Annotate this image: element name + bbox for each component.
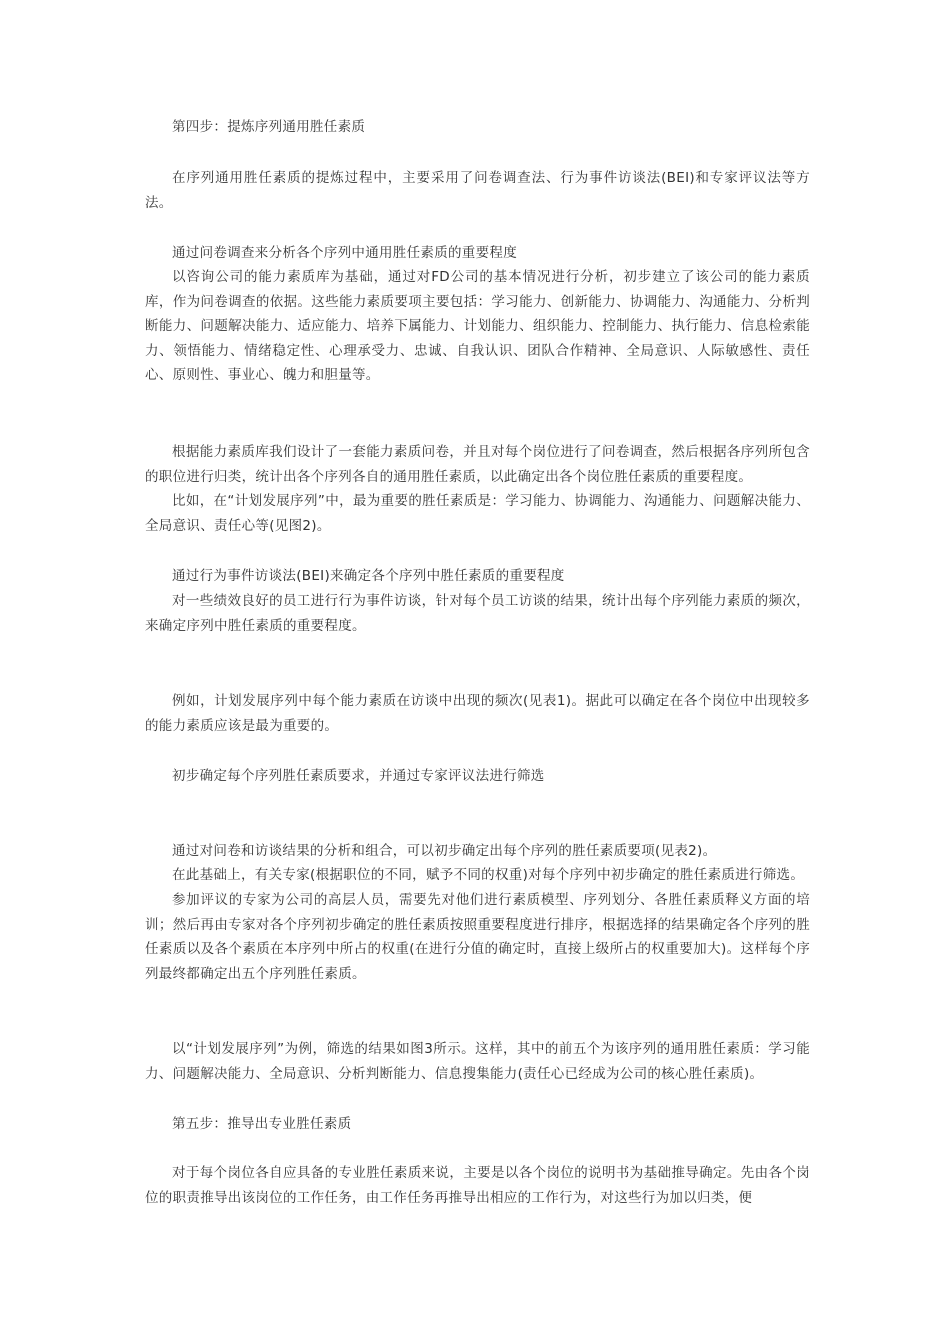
survey-example-paragraph: 比如，在“计划发展序列”中，最为重要的胜任素质是：学习能力、协调能力、沟通能力、问题解决能力、全局意识、责任心等(见图2)。 — [145, 493, 810, 534]
bei-heading: 通过行为事件访谈法(BEI)来确定各个序列中胜任素质的重要程度 — [172, 568, 565, 584]
survey-method-paragraph: 根据能力素质库我们设计了一套能力素质问卷，并且对每个岗位进行了问卷调查，然后根据各序列所包含的职位进行归类，统计出各个序列各自的通用胜任素质，以此确定出各个岗位胜任素质的重要程度。 — [145, 444, 810, 485]
step4-intro-paragraph: 在序列通用胜任素质的提炼过程中，主要采用了问卷调查法、行为事件访谈法(BEI)和专家评议法等方法。 — [145, 170, 810, 211]
step4-heading: 第四步：提炼序列通用胜任素质 — [172, 119, 366, 135]
bei-method-paragraph: 对一些绩效良好的员工进行行为事件访谈，针对每个员工访谈的结果，统计出每个序列能力素质的频次，来确定序列中胜任素质的重要程度。 — [145, 593, 810, 634]
step5-heading: 第五步：推导出专业胜任素质 — [172, 1116, 352, 1132]
bei-example-paragraph: 例如，计划发展序列中每个能力素质在访谈中出现的频次(见表1)。据此可以确定在各个岗位中出现较多的能力素质应该是最为重要的。 — [145, 693, 810, 734]
step5-intro-paragraph: 对于每个岗位各自应具备的专业胜任素质来说，主要是以各个岗位的说明书为基础推导确定。先由各个岗位的职责推导出该岗位的工作任务，由工作任务再推导出相应的工作行为，对这些行为加以归类，便 — [145, 1165, 810, 1206]
expert-heading: 初步确定每个序列胜任素质要求，并通过专家评议法进行筛选 — [172, 768, 545, 784]
survey-basis-paragraph: 以咨询公司的能力素质库为基础，通过对FD公司的基本情况进行分析，初步建立了该公司的能力素质库，作为问卷调查的依据。这些能力素质要项主要包括：学习能力、创新能力、协调能力、沟通能力、分析判断能力、问题解决能力、适应能力、培养下属能力、计划能力、组织能力、控制能力、执行能力、信息检索能力、领悟能力、情绪稳定性、心理承受力、忠诚、自我认识、团队合作精神、全局意识、人际敏感性、责任心、原则性、事业心、魄力和胆量等。 — [145, 269, 810, 383]
expert-process-paragraph: 参加评议的专家为公司的高层人员，需要先对他们进行素质模型、序列划分、各胜任素质释义方面的培训；然后再由专家对各个序列初步确定的胜任素质按照重要程度进行排序，根据选择的结果确定各个序列的胜任素质以及各个素质在本序列中所占的权重(在进行分值的确定时，直接上级所占的权重要加大)。这样每个序列最终都确定出五个序列胜任素质。 — [145, 892, 810, 982]
expert-example-paragraph: 以“计划发展序列”为例，筛选的结果如图3所示。这样，其中的前五个为该序列的通用胜任素质：学习能力、问题解决能力、全局意识、分析判断能力、信息搜集能力(责任心已经成为公司的核心胜任素质)。 — [145, 1041, 810, 1082]
survey-heading: 通过问卷调查来分析各个序列中通用胜任素质的重要程度 — [172, 245, 517, 261]
expert-initial-paragraph: 通过对问卷和访谈结果的分析和组合，可以初步确定出每个序列的胜任素质要项(见表2)。 — [172, 843, 717, 859]
expert-screen-paragraph: 在此基础上，有关专家(根据职位的不同，赋予不同的权重)对每个序列中初步确定的胜任素质进行筛选。 — [172, 867, 805, 883]
